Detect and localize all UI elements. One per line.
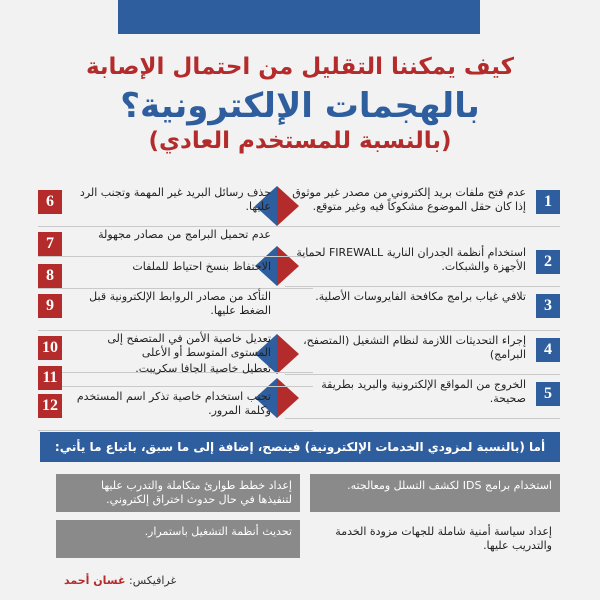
tip-item [285,246,560,287]
tip-number: 1 [536,190,560,214]
tip-item [285,378,560,419]
tip-text: الاحتفاظ بنسخ احتياط للملفات [132,260,271,273]
tip-number: 10 [38,336,62,360]
tip-number: 7 [38,232,62,256]
tip-text: الخروج من المواقع الإلكترونية والبريد بطريقة صحيحة. [321,378,526,405]
provider-tip-box: إعداد خطط طوارئ متكاملة والتدرب عليها لتنفيذها في حال حدوث اختراق إلكتروني. [56,474,300,512]
tip-number: 8 [38,264,62,288]
tip-text: حذف رسائل البريد غير المهمة وتجنب الرد عليها. [79,186,271,213]
tip-text: تجنب استخدام خاصية تذكر اسم المستخدم وكلمة المرور. [76,390,271,417]
tip-item [285,186,560,227]
tip-text: إجراء التحديثات اللازمة لنظام التشغيل (المتصفح، البرامج) [303,334,526,361]
title-line-1: كيف يمكننا التقليل من احتمال الإصابة [85,54,515,80]
tip-number: 11 [38,366,62,390]
top-bar [118,0,480,34]
title-line-2: بالهجمات الإلكترونية؟ [120,86,480,126]
tip-text: عدم تحميل البرامج من مصادر مجهولة [98,228,271,241]
graphics-credit [64,574,176,587]
tip-number: 6 [38,190,62,214]
tip-item [38,260,313,289]
tip-number: 3 [536,294,560,318]
tip-text: تلافي غياب برامج مكافحة الفايروسات الأصلية. [315,290,526,303]
tip-item [38,390,313,431]
provider-tip-box: استخدام برامج IDS لكشف التسلل ومعالجته. [310,474,560,512]
tip-text: التأكد من مصادر الروابط الإلكترونية قبل الضغط عليها. [89,290,271,317]
tip-item [38,228,313,257]
credit-name: غسان أحمد [64,574,126,587]
tip-number: 5 [536,382,560,406]
tip-text: تعطيل خاصية الجافا سكريبت. [135,362,271,375]
tip-text: عدم فتح ملفات بريد إلكتروني من مصدر غير موثوق إذا كان حقل الموضوع مشكوكاً فيه وغير متوقع. [292,186,526,213]
tip-number: 9 [38,294,62,318]
provider-tip-box: إعداد سياسة أمنية شاملة للجهات مزودة الخدمة والتدريب عليها. [310,520,560,558]
tip-item [38,290,313,331]
providers-band: أما (بالنسبة لمزودي الخدمات الإلكترونية) فينصح، إضافة إلى ما سبق، باتباع ما يأتي: [40,432,560,462]
provider-tip-box: تحديث أنظمة التشغيل باستمرار. [56,520,300,558]
tip-item [285,334,560,375]
tip-text: استخدام أنظمة الجدران النارية FIREWALL لحماية الأجهزة والشبكات. [296,246,526,273]
tip-item [285,290,560,331]
tip-text: تعديل خاصية الأمن في المتصفح إلى المستوى المتوسط أو الأعلى [107,332,271,359]
tip-number: 2 [536,250,560,274]
credit-label: غرافيكس: [128,574,177,587]
tip-item [38,186,313,227]
tip-number: 4 [536,338,560,362]
title-line-3: (بالنسبة للمستخدم العادي) [148,128,452,154]
tip-item [38,362,313,387]
tip-number: 12 [38,394,62,418]
